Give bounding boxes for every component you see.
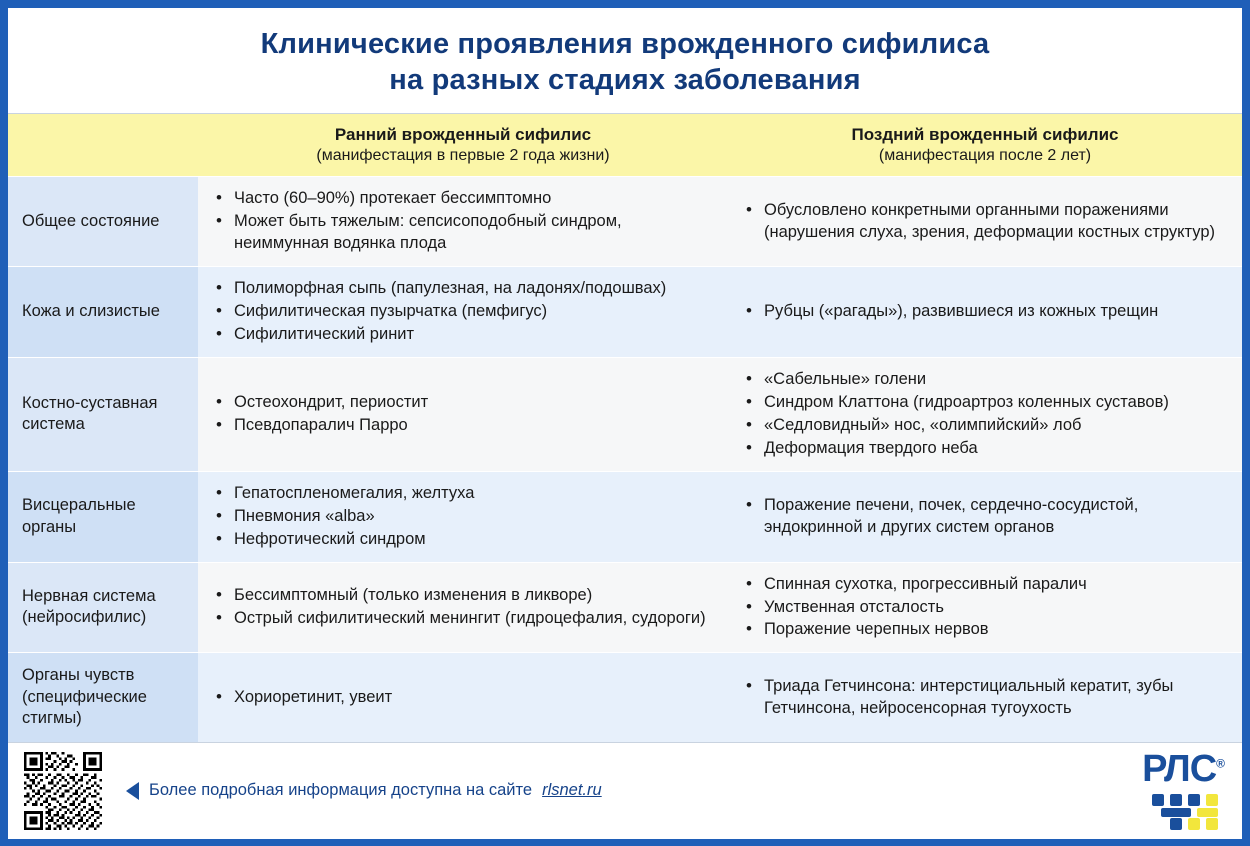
list-item: • Гепатоспленомегалия, желтуха <box>230 483 714 505</box>
list-item: • «Сабельные» голени <box>760 369 1228 391</box>
header-late-title: Поздний врожденный сифилис <box>851 124 1119 144</box>
list-item: • Пневмония «alba» <box>230 506 714 528</box>
table-row <box>8 563 1242 654</box>
table-row <box>8 358 1242 472</box>
list-item: • Бессимптомный (только изменения в ликворе) <box>230 585 714 607</box>
row-late-cell <box>728 653 1242 741</box>
row-label: Костно-суставная система <box>8 358 198 471</box>
row-label: Кожа и слизистые <box>8 267 198 357</box>
list-item: • Деформация твердого неба <box>760 438 1228 460</box>
row-label: Нервная система (нейросифилис) <box>8 563 198 653</box>
list-item: • Триада Гетчинсона: интерстициальный кератит, зубы Гетчинсона, нейросенсорная тугоухость <box>760 676 1228 720</box>
list-item: • Острый сифилитический менингит (гидроцефалия, судороги) <box>230 608 714 630</box>
rls-logo-registered: ® <box>1216 756 1224 771</box>
header-corner-cell <box>8 114 198 177</box>
list-item: • Нефротический синдром <box>230 529 714 551</box>
rls-logo-letters: РЛС <box>1142 747 1217 790</box>
rls-logo-text <box>1142 747 1224 790</box>
row-late-cell <box>728 177 1242 266</box>
table-header-row <box>8 114 1242 178</box>
footer <box>8 743 1242 839</box>
header-early-title: Ранний врожденный сифилис <box>334 124 592 144</box>
rls-logo <box>1142 747 1224 832</box>
list-item: • Остеохондрит, периостит <box>230 392 714 414</box>
list-item: • Часто (60–90%) протекает бессимптомно <box>230 188 714 210</box>
list-item: • Синдром Клаттона (гидроартроз коленных суставов) <box>760 392 1228 414</box>
poster-sheet <box>8 8 1242 838</box>
early-list <box>208 686 714 710</box>
header-early-cell <box>198 114 728 177</box>
list-item: • Сифилитическая пузырчатка (пемфигус) <box>230 301 714 323</box>
list-item: • Может быть тяжелым: сепсисоподобный синдром, неиммунная водянка плода <box>230 211 714 255</box>
row-late-cell <box>728 267 1242 357</box>
row-late-cell <box>728 563 1242 653</box>
footer-site-link[interactable]: rlsnet.ru <box>542 781 602 800</box>
early-list <box>208 391 714 438</box>
page-title <box>8 8 1242 113</box>
list-item: • Полиморфная сыпь (папулезная, на ладонях/подошвах) <box>230 278 714 300</box>
list-item: • Спинная сухотка, прогрессивный паралич <box>760 574 1228 596</box>
footer-note <box>126 781 602 800</box>
row-label: Органы чувств (специфические стигмы) <box>8 653 198 741</box>
row-label: Висцеральные органы <box>8 472 198 562</box>
early-list <box>208 277 714 347</box>
list-item: • Обусловлено конкретными органными поражениями (нарушения слуха, зрения, деформации костных структур) <box>760 200 1228 244</box>
header-late-subtitle: (манифестация после 2 лет) <box>878 146 1092 164</box>
list-item: • Хориоретинит, увеит <box>230 687 714 709</box>
title-line-1: Клинические проявления врожденного сифилиса <box>260 28 990 60</box>
header-late-cell <box>728 114 1242 177</box>
late-list <box>738 494 1228 540</box>
row-early-cell <box>198 653 728 741</box>
row-late-cell <box>728 358 1242 471</box>
row-early-cell <box>198 472 728 562</box>
late-list <box>738 573 1228 643</box>
list-item: • Рубцы («рагады»), развившиеся из кожных трещин <box>760 301 1228 323</box>
footer-note-text: Более подробная информация доступна на сайте <box>149 781 533 800</box>
table-row <box>8 177 1242 267</box>
list-item: • «Седловидный» нос, «олимпийский» лоб <box>760 415 1228 437</box>
early-list <box>208 584 714 631</box>
row-early-cell <box>198 358 728 471</box>
list-item: • Умственная отсталость <box>760 597 1228 619</box>
header-early-subtitle: (манифестация в первые 2 года жизни) <box>316 146 610 164</box>
row-label: Общее состояние <box>8 177 198 266</box>
rls-logo-mark <box>1142 792 1224 832</box>
row-early-cell <box>198 177 728 266</box>
row-early-cell <box>198 563 728 653</box>
table-row <box>8 267 1242 358</box>
triangle-pointer-icon <box>126 782 139 800</box>
table-row <box>8 653 1242 741</box>
late-list <box>738 368 1228 461</box>
list-item: • Поражение печени, почек, сердечно-сосудистой, эндокринной и других систем органов <box>760 495 1228 539</box>
table-row <box>8 472 1242 563</box>
list-item: • Поражение черепных нервов <box>760 619 1228 641</box>
list-item: • Сифилитический ринит <box>230 324 714 346</box>
list-item: • Псевдопаралич Парро <box>230 415 714 437</box>
late-list <box>738 199 1228 245</box>
title-line-2: на разных стадиях заболевания <box>389 64 861 97</box>
late-list <box>738 300 1228 324</box>
row-late-cell <box>728 472 1242 562</box>
clinical-manifestations-table <box>8 113 1242 743</box>
row-early-cell <box>198 267 728 357</box>
late-list <box>738 675 1228 721</box>
early-list <box>208 187 714 256</box>
early-list <box>208 482 714 552</box>
qr-code[interactable] <box>24 752 102 830</box>
